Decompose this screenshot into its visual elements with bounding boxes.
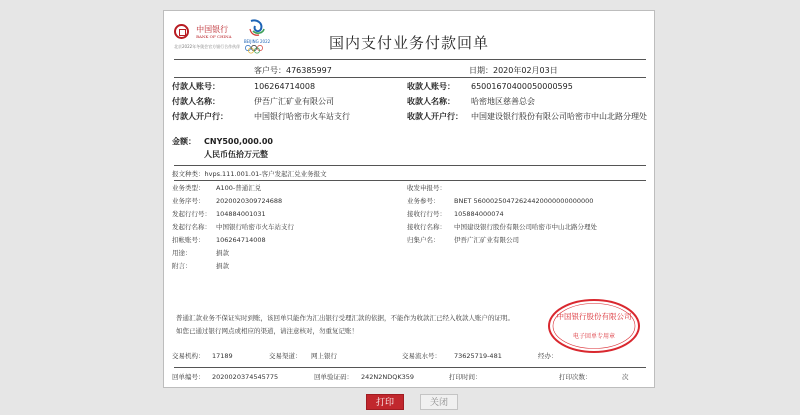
notice-line: 如您已通过银行网点或相应的渠道，请注意核对，勿重复记账！ <box>176 327 358 335</box>
payer-bank-value: 中国银行哈密市火车站支行 <box>254 112 350 121</box>
detail-left-label: 附言： <box>172 262 192 270</box>
message-type: 报文种类：hvps.111.001.01-客户发起汇兑业务报文 <box>172 170 327 178</box>
date-divider <box>174 77 646 78</box>
detail-left-value: 中国银行哈密市火车站支行 <box>216 223 294 231</box>
detail-right-label: 收发申报号： <box>407 184 446 192</box>
stamp-outer-text: 中国银行股份有限公司 <box>556 312 632 321</box>
stamp-inner-text: 电子回单专用章 <box>572 333 616 340</box>
print-button[interactable]: 打印 <box>366 394 404 410</box>
payee-bank-label: 收款人开户行： <box>407 112 463 121</box>
detail-left-value: 106264714008 <box>216 236 266 244</box>
receipt-number-label: 回单编号： <box>172 373 205 381</box>
receipt-header <box>164 11 654 59</box>
detail-right-label: 接收行名称： <box>407 223 446 231</box>
print-count-label: 打印次数： <box>559 373 592 381</box>
detail-left-value: A100-普通汇兑 <box>216 184 262 192</box>
trade-channel-label: 交易渠道： <box>269 352 302 360</box>
amount-in-words: 人民币伍拾万元整 <box>204 150 268 159</box>
detail-left-label: 业务序号： <box>172 197 205 205</box>
detail-left-value: 捐款 <box>216 249 229 257</box>
details-divider <box>174 180 646 181</box>
print-time-label: 打印时间： <box>449 373 482 381</box>
print-count-suffix: 次 <box>622 373 629 381</box>
trade-org-value: 17189 <box>212 352 233 360</box>
detail-left-label: 发起行名称： <box>172 223 211 231</box>
trade-channel-value: 网上银行 <box>311 352 337 360</box>
payee-account-label: 收款人账号： <box>407 82 455 91</box>
receipt-number-value: 2020020374545775 <box>212 373 279 381</box>
header-divider <box>174 59 646 60</box>
payer-account-value: 106264714008 <box>254 82 316 91</box>
payer-bank-label: 付款人开户行： <box>172 112 228 121</box>
detail-left-label: 扣帐账号： <box>172 236 205 244</box>
verify-code-label: 回单验证码： <box>314 373 353 381</box>
amount-label: 金额： <box>172 137 196 146</box>
olympic-emblem <box>237 17 277 55</box>
bank-seal-stamp <box>546 297 642 355</box>
customer-number: 客户号：476385997 <box>254 66 332 75</box>
footer-divider <box>174 367 646 368</box>
notice-line: 普通汇款业务不保证实时到账，该回单只能作为汇出银行受理汇款的依据，不能作为收款汇已经入收款人账户的证明。 <box>176 314 514 322</box>
payee-name-value: 哈密地区慈善总会 <box>471 97 535 106</box>
close-button[interactable]: 关闭 <box>420 394 458 410</box>
detail-left-value: 2020020309724688 <box>216 197 283 205</box>
detail-right-label: 接收行行号： <box>407 210 446 218</box>
trade-org-label: 交易机构： <box>172 352 205 360</box>
detail-right-value: BNET 56000250472624420000000000000 <box>454 197 594 205</box>
detail-left-label: 业务类型： <box>172 184 205 192</box>
bank-logo-name-en: BANK OF CHINA <box>196 33 232 39</box>
detail-right-value: 中国建设银行股份有限公司哈密市中山北路分理处 <box>454 223 597 231</box>
bank-logo <box>174 21 232 40</box>
detail-left-value: 104884001031 <box>216 210 266 218</box>
detail-right-label: 业务参号： <box>407 197 440 205</box>
bank-logo-name: 中国银行 <box>196 24 229 34</box>
detail-left-value: 捐款 <box>216 262 229 270</box>
payer-name-value: 伊吾广汇矿业有限公司 <box>254 97 334 106</box>
detail-left-label: 用途： <box>172 249 192 257</box>
detail-left-label: 发起行行号： <box>172 210 211 218</box>
payer-account-label: 付款人账号： <box>172 82 220 91</box>
trade-serial-label: 交易流水号： <box>402 352 441 360</box>
detail-right-value: 105884000074 <box>454 210 504 218</box>
bank-partner-text: 北京2022年冬奥会官方银行合作伙伴 <box>174 44 241 49</box>
payee-name-label: 收款人名称： <box>407 97 455 106</box>
amount-value: CNY500,000.00 <box>204 137 273 146</box>
payer-name-label: 付款人名称： <box>172 97 220 106</box>
detail-right-label: 归集户名： <box>407 236 440 244</box>
page-title: 国内支付业务付款回单 <box>329 34 490 52</box>
boc-logo-icon <box>174 24 189 39</box>
payee-bank-value: 中国建设银行股份有限公司哈密市中山北路分理处 <box>471 112 647 121</box>
amount-divider <box>174 165 646 166</box>
receipt-page <box>163 10 655 388</box>
receipt-date: 日期：2020年02月03日 <box>469 66 558 75</box>
payee-account-value: 65001670400050000595 <box>471 82 573 91</box>
olympic-text: BEIJING 2022 <box>243 39 271 44</box>
olympic-rings-icon <box>237 17 277 55</box>
trade-serial-value: 73625719-481 <box>454 352 502 360</box>
detail-right-value: 伊吾广汇矿业有限公司 <box>454 236 519 244</box>
handler-label: 经办： <box>538 352 558 360</box>
verify-code-value: 242N2NDQK359 <box>361 373 415 381</box>
